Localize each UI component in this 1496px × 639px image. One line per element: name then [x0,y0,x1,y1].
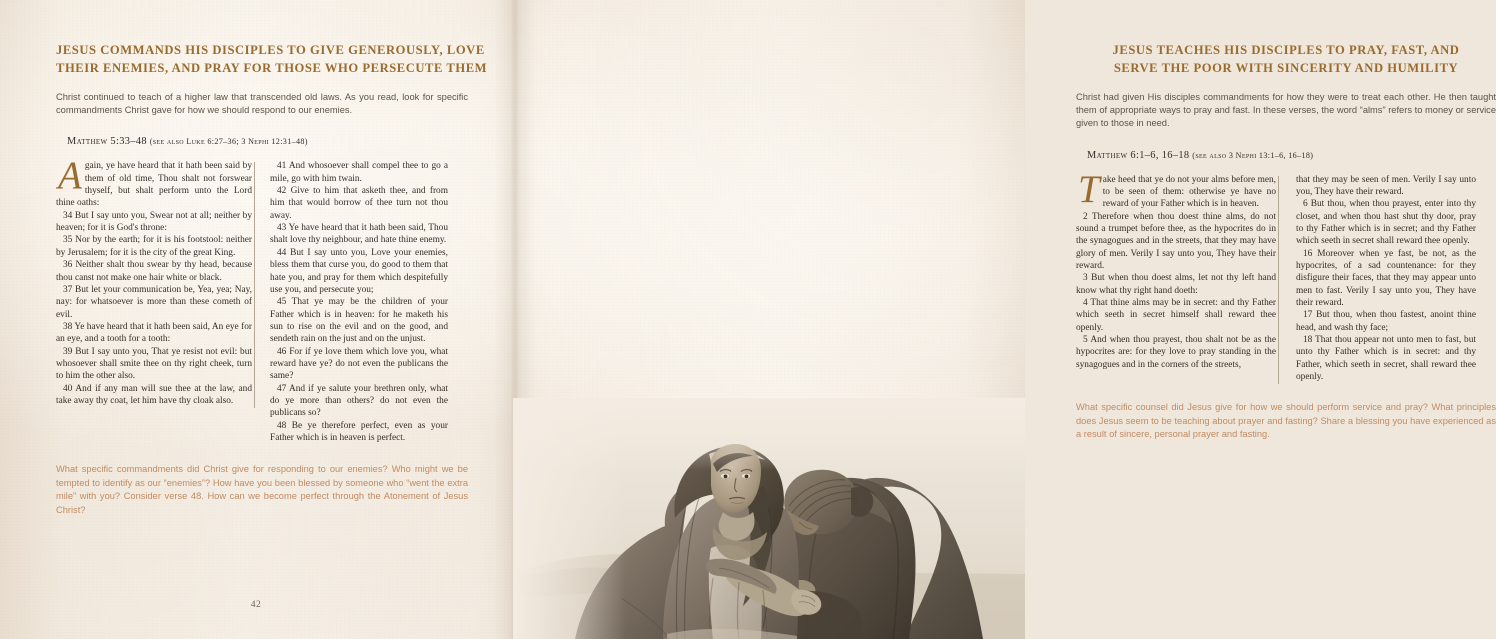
verse-paragraph: ake heed that ye do not your alms before men, to be seen of them: otherwise ye have no reward of your Father which is in heaven. [1102,174,1276,210]
verse-paragraph: 41 And whosoever shall compel thee to go a mile, go with him twain. [270,161,448,184]
right-reference-note: (see also 3 Nephi 13:1–6, 16–18) [1192,150,1314,160]
right-page-scripture-reference [1087,150,1496,161]
page-number: 42 [250,600,262,610]
verse-paragraph: 40 And if any man will sue thee at the law, and take away thy coat, let him have thy cloak also. [56,383,252,406]
verse-paragraph: 47 And if ye salute your brethren only, what do ye more than others? do not even the publicans so? [270,383,448,419]
right-page-content [1076,42,1496,442]
right-column-divider [1278,176,1279,384]
verse-paragraph: that they may be seen of men. Verily I say unto you, They have their reward. [1296,174,1476,197]
left-page-title-line2: THEIR ENEMIES, AND PRAY FOR THOSE WHO PERSECUTE THEM [56,60,488,75]
verse-paragraph: 48 Be ye therefore perfect, even as your Father which is in heaven is perfect. [270,420,448,443]
right-page-column-1 [1076,167,1276,384]
left-page-column-2 [252,160,448,444]
verse-paragraph: 42 Give to him that asketh thee, and from him that would borrow of thee turn not thou away. [270,186,448,221]
right-dropcap-paragraph [1076,167,1276,211]
verse-paragraph: 35 Nor by the earth; for it is his footstool: neither by Jerusalem; for it is the city of the great King. [56,235,252,258]
verse-paragraph: 4 That thine alms may be in secret: and thy Father which seeth in secret himself shall reward thee openly. [1076,298,1276,333]
right-page-question-block: What specific counsel did Jesus give for how we should perform service and pray? What principles does Jesus seem to be teaching about prayer and fasting? Share a blessing you have experienced as a result of sincere, personal prayer and fasting. [1076,402,1496,440]
right-page-title [1076,42,1496,77]
verse-paragraph: 45 That ye may be the children of your Father which is in heaven: for he maketh his sun to rise on the evil and on the good, and sendeth rain on the just and on the unjust. [270,297,448,345]
verse-paragraph: gain, ye have heard that it hath been said by them of old time, Thou shalt not forswear thyself, but shalt perform unto the Lord thine oaths: [56,161,252,209]
left-page-title [56,42,488,77]
left-page-columns [56,154,468,444]
verse-paragraph: 36 Neither shalt thou swear by thy head, because thou canst not make one hair white or black. [56,260,252,283]
verse-paragraph: 39 But I say unto you, That ye resist not evil: but whosoever shall smite thee on thy right cheek, turn to him the other also. [56,346,252,382]
right-page-title-line2: SERVE THE POOR WITH SINCERITY AND HUMILITY [1113,60,1459,75]
verse-paragraph: 46 For if ye love them which love you, what reward have ye? do not even the publicans the same? [270,346,448,382]
left-reference-main: Matthew 5:33–48 [67,136,147,148]
right-page-column-2 [1276,174,1476,384]
right-reference-main: Matthew 6:1–6, 16–18 [1087,149,1190,161]
verse-paragraph: 34 But I say unto you, Swear not at all; neither by heaven; for it is God's throne: [56,210,252,234]
left-page-scripture-reference [67,136,468,147]
left-page-column-1 [56,154,252,444]
left-page-title-line1: JESUS COMMANDS HIS DISCIPLES TO GIVE GENEROUSLY, LOVE [56,43,485,57]
verse-paragraph: 5 And when thou prayest, thou shalt not be as the hypocrites are: for they love to pray standing in the synagogues and in the corners of the streets, [1076,335,1276,370]
illustration-two-women [513,398,1025,639]
right-page-intro: Christ had given His disciples commandments for how they were to treat each other. He then taught them of appropriate ways to pray and fast. In these verses, the word “alms” refers to money or service given to those in need. [1076,92,1496,129]
verse-paragraph: 38 Ye have heard that it hath been said, An eye for an eye, and a tooth for a tooth: [56,321,252,345]
right-page-columns [1076,167,1496,384]
verse-paragraph: 18 That thou appear not unto men to fast, but unto thy Father which is in secret: and thy Father, which seeth in secret, shall reward thee openly. [1296,335,1476,383]
right-dropcap-letter: T [1078,167,1100,211]
verse-paragraph: 16 Moreover when ye fast, be not, as the hypocrites, of a sad countenance: for they disfigure their faces, that they may appear unto men to fast. Verily I say unto you, They have their reward. [1296,248,1476,309]
left-page-question-block: What specific commandments did Christ give for responding to our enemies? Who might we be tempted to identify as our “enemies”? How have you been blessed by someone who “went the extra mile” with you? Consider verse 48. How can we become perfect through the Atonement of Jesus Christ? [56,464,468,515]
left-dropcap-paragraph [56,154,252,209]
verse-paragraph: 3 But when thou doest alms, let not thy left hand know what thy right hand doeth: [1076,273,1276,296]
left-column-divider [254,162,255,408]
verse-paragraph: 6 But thou, when thou prayest, enter into thy closet, and when thou hast shut thy door, pray to thy Father which is in secret; and thy Father which seeth in secret shall reward thee openly. [1296,199,1476,247]
left-dropcap-letter: A [58,154,82,198]
left-page [0,0,512,639]
verse-paragraph: 37 But let your communication be, Yea, yea; Nay, nay: for whatsoever is more than these cometh of evil. [56,284,252,320]
verse-paragraph: 2 Therefore when thou doest thine alms, do not sound a trumpet before thee, as the hypocrites do in the synagogues and in the streets, that they may have glory of men. Verily I say unto you, They have their reward. [1076,211,1276,272]
verse-paragraph: 17 But thou, when thou fastest, anoint thine head, and wash thy face; [1296,310,1476,333]
left-page-content [56,42,488,517]
verse-paragraph: 43 Ye have heard that it hath been said, Thou shalt love thy neighbour, and hate thine enemy. [270,223,448,246]
left-reference-note: (see also Luke 6:27–36; 3 Nephi 12:31–48) [149,137,308,147]
right-page-title-line1: JESUS TEACHES HIS DISCIPLES TO PRAY, FAST, AND [1112,43,1460,57]
left-page-intro: Christ continued to teach of a higher law that transcended old laws. As you read, look for specific commandments Christ gave for how we should respond to our enemies. [56,92,468,116]
verse-paragraph: 44 But I say unto you, Love your enemies, bless them that curse you, do good to them that hate you, and pray for them which despitefully use you, and persecute you; [270,247,448,295]
